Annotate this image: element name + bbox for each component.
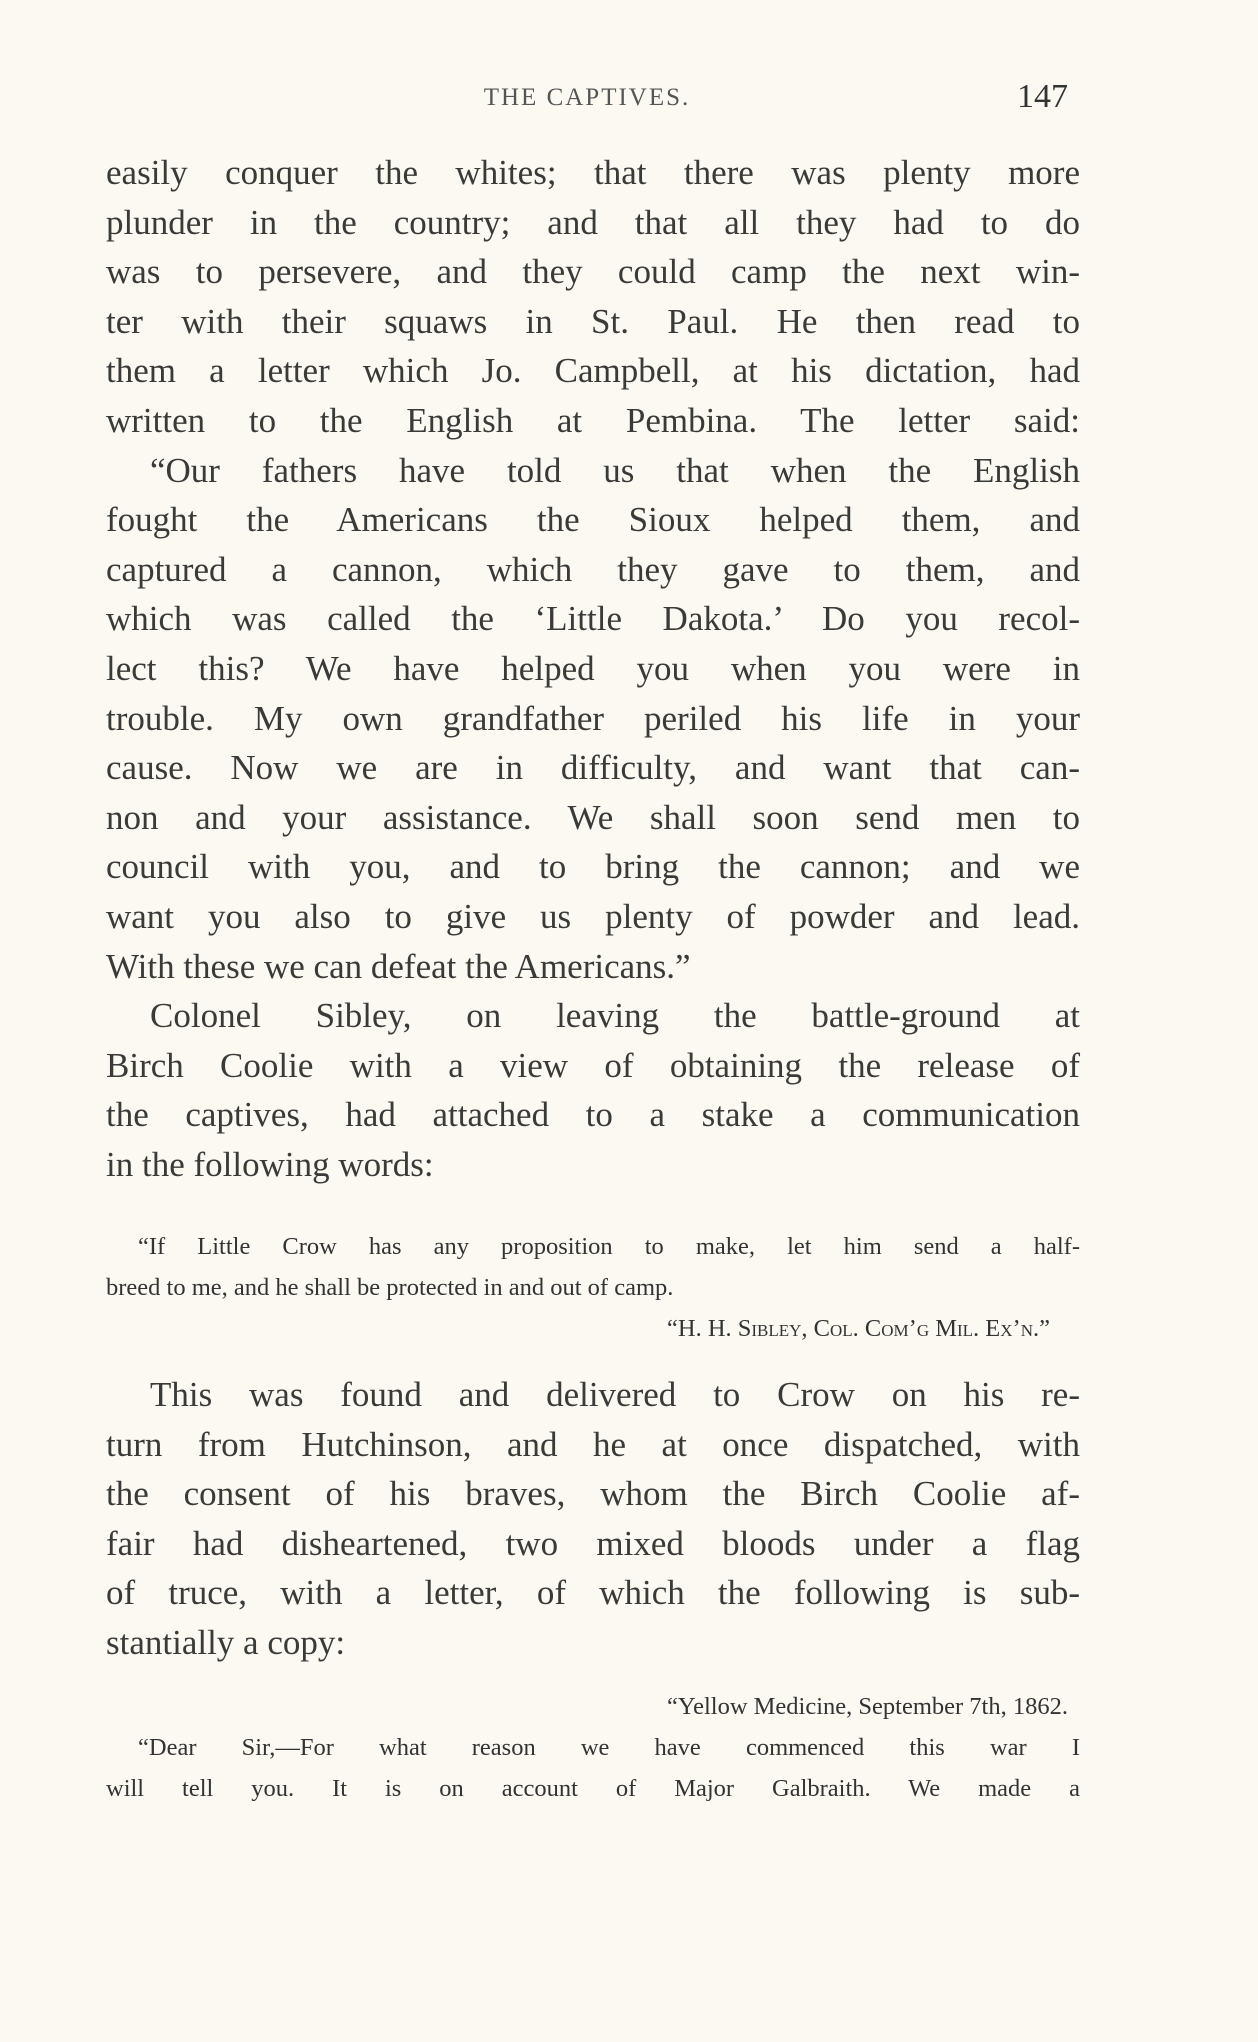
text-line: fair had disheartened, two mixed bloods under a flag <box>106 1523 1080 1563</box>
page-number: 147 <box>1017 78 1068 115</box>
text-line: ter with their squaws in St. Paul. He then read to <box>106 301 1080 341</box>
text-line: stantially a copy: <box>106 1622 346 1662</box>
quote-line: “If Little Crow has any proposition to make, let him send a half- <box>138 1233 1080 1260</box>
text-line: “Our fathers have told us that when the English <box>150 450 1080 490</box>
text-line: easily conquer the whites; that there was plenty more <box>106 153 1080 192</box>
text-line: fought the Americans the Sioux helped them, and <box>106 500 1080 540</box>
main-text <box>106 148 1080 1189</box>
text-line: cause. Now we are in difficulty, and want that can- <box>106 748 1080 788</box>
text-line: in the following words: <box>106 1144 434 1184</box>
quote-line: breed to me, and he shall be protected in and out of camp. <box>106 1274 674 1301</box>
text-line: With these we can defeat the Americans.” <box>106 946 691 986</box>
paragraph-1 <box>106 148 1080 446</box>
text-line: This was found and delivered to Crow on his re- <box>150 1375 1080 1414</box>
text-line: of truce, with a letter, of which the following is sub- <box>106 1573 1080 1613</box>
text-line: non and your assistance. We shall soon send men to <box>106 797 1080 837</box>
letter-dateline: “Yellow Medicine, September 7th, 1862. <box>666 1693 1068 1720</box>
sibley-note <box>106 1226 1080 1349</box>
text-line: the captives, had attached to a stake a communication <box>106 1095 1080 1135</box>
letter-line: “Dear Sir,—For what reason we have commenced this war I <box>138 1734 1080 1761</box>
text-line: turn from Hutchinson, and he at once dispatched, with <box>106 1424 1080 1464</box>
letter-excerpt <box>106 1686 1080 1809</box>
text-line: Birch Coolie with a view of obtaining the release of <box>106 1045 1080 1085</box>
text-line: Colonel Sibley, on leaving the battle-ground at <box>150 996 1080 1036</box>
quote-signature: “H. H. Sibley, Col. Com’g Mil. Ex’n.” <box>667 1315 1050 1342</box>
text-line: want you also to give us plenty of powder and lead. <box>106 896 1080 936</box>
text-line: lect this? We have helped you when you were in <box>106 648 1080 688</box>
text-line: them a letter which Jo. Campbell, at his dictation, had <box>106 351 1080 391</box>
text-line: was to persevere, and they could camp the next win- <box>106 252 1080 292</box>
text-line: plunder in the country; and that all they had to do <box>106 202 1080 242</box>
text-line: written to the English at Pembina. The letter said: <box>106 400 1080 440</box>
page-header <box>106 76 1068 126</box>
text-line: council with you, and to bring the cannon; and we <box>106 847 1080 887</box>
paragraph-3 <box>106 991 1080 1189</box>
text-line: captured a cannon, which they gave to them, and <box>106 549 1080 589</box>
letter-line: will tell you. It is on account of Major Galbraith. We made a <box>106 1775 1080 1802</box>
text-line: the consent of his braves, whom the Birch Coolie af- <box>106 1474 1080 1514</box>
paragraph-2 <box>106 446 1080 992</box>
text-line: trouble. My own grandfather periled his life in your <box>106 698 1080 738</box>
paragraph-4 <box>106 1370 1080 1668</box>
text-line: which was called the ‘Little Dakota.’ Do you recol- <box>106 599 1080 639</box>
running-head: THE CAPTIVES. <box>483 84 691 111</box>
